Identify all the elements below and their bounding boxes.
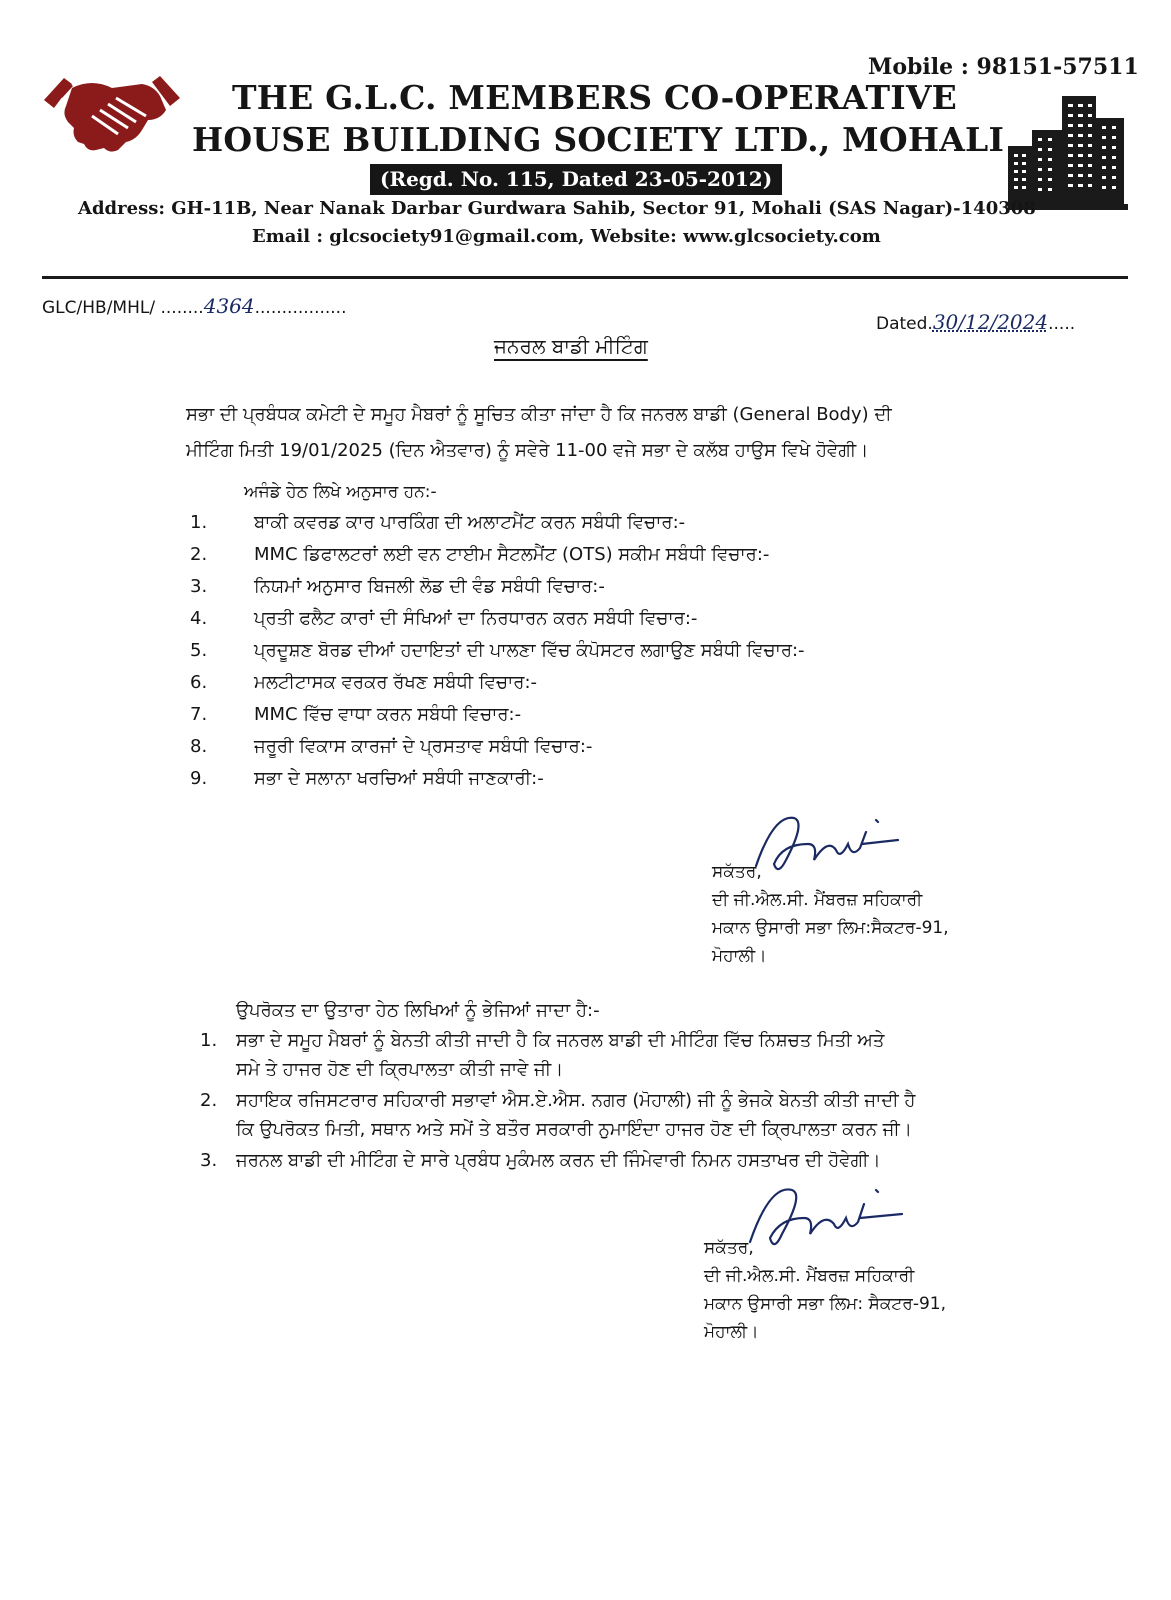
reference-dots: ........ bbox=[155, 298, 204, 318]
date-label: Dated. bbox=[876, 314, 933, 334]
signatory-block-2 bbox=[704, 1234, 946, 1346]
agenda-item-text: ਪ੍ਰਤੀ ਫਲੈਟ ਕਾਰਾਂ ਦੀ ਸੰਖਿਆਂ ਦਾ ਨਿਰਧਾਰਨ ਕਰਨ ਸਬੰਧੀ ਵਿਚਾਰ:- bbox=[254, 608, 698, 629]
copies-heading: ਉਪਰੋਕਤ ਦਾ ਉਤਾਰਾ ਹੇਠ ਲਿਖਿਆਂ ਨੂੰ ਭੇਜਿਆਂ ਜਾਦਾ ਹੈ:- bbox=[236, 1000, 600, 1021]
signatory-block-1 bbox=[712, 858, 949, 970]
agenda-item bbox=[190, 640, 805, 661]
copy-item bbox=[200, 1030, 885, 1080]
reference-prefix: GLC/HB/MHL/ bbox=[42, 298, 156, 318]
intro-line-1: ਸਭਾ ਦੀ ਪ੍ਰਬੰਧਕ ਕਮੇਟੀ ਦੇ ਸਮੂਹ ਮੈਬਰਾਂ ਨੂੰ ਸੂਚਿਤ ਕੀਤਾ ਜਾਂਦਾ ਹੈ ਕਿ ਜਨਰਲ ਬਾਡੀ (General Body) ਦੀ bbox=[186, 404, 892, 425]
reference-dots-trail: ................. bbox=[254, 298, 347, 318]
agenda-item-number: 4. bbox=[190, 608, 208, 629]
date-dots: ..... bbox=[1048, 314, 1076, 334]
agenda-item bbox=[190, 704, 521, 725]
agenda-item bbox=[190, 544, 769, 565]
agenda-item bbox=[190, 672, 537, 693]
letter-date bbox=[876, 310, 1075, 334]
copy-item-line2: ਸਮੇ ਤੇ ਹਾਜਰ ਹੋਣ ਦੀ ਕ੍ਰਿਪਾਲਤਾ ਕੀਤੀ ਜਾਵੇ ਜੀ। bbox=[236, 1059, 564, 1080]
registration-badge: (Regd. No. 115, Dated 23-05-2012) bbox=[370, 164, 782, 195]
signatory-org-line1: ਦੀ ਜੀ.ਐਲ.ਸੀ. ਮੈਂਬਰਜ਼ ਸਹਿਕਾਰੀ bbox=[712, 890, 923, 910]
agenda-item bbox=[190, 576, 605, 597]
agenda-item-text: ਨਿਯਮਾਂ ਅਨੁਸਾਰ ਬਿਜਲੀ ਲੋਡ ਦੀ ਵੰਡ ਸਬੰਧੀ ਵਿਚਾਰ:- bbox=[254, 576, 605, 597]
agenda-item-number: 9. bbox=[190, 768, 208, 789]
handshake-icon bbox=[42, 70, 182, 160]
agenda-item bbox=[190, 512, 685, 533]
signatory-org-line2: ਮਕਾਨ ਉਸਾਰੀ ਸਭਾ ਲਿਮ: ਸੈਕਟਰ-91, bbox=[704, 1294, 947, 1314]
copy-item bbox=[200, 1090, 916, 1140]
reference-number bbox=[42, 294, 347, 318]
copy-item-line1: ਸਹਾਇਕ ਰਜਿਸਟਰਾਰ ਸਹਿਕਾਰੀ ਸਭਾਵਾਂ ਐਸ.ਏ.ਐਸ. ਨਗਰ (ਮੋਹਾਲੀ) ਜੀ ਨੂੰ ਭੇਜਕੇ ਬੇਨਤੀ ਕੀਤੀ ਜਾਦੀ ਹੈ bbox=[236, 1090, 916, 1111]
agenda-item-number: 8. bbox=[190, 736, 208, 757]
agenda-item-text: ਬਾਕੀ ਕਵਰਡ ਕਾਰ ਪਾਰਕਿੰਗ ਦੀ ਅਲਾਟਮੈਂਟ ਕਰਨ ਸਬੰਧੀ ਵਿਚਾਰ:- bbox=[254, 512, 686, 533]
agenda-item-number: 1. bbox=[190, 512, 208, 533]
copy-item-number: 2. bbox=[200, 1090, 218, 1111]
agenda-item-text: ਮਲਟੀਟਾਸਕ ਵਰਕਰ ਰੱਖਣ ਸਬੰਧੀ ਵਿਚਾਰ:- bbox=[254, 672, 537, 693]
agenda-item-text: MMC ਵਿੱਚ ਵਾਧਾ ਕਰਨ ਸਬੰਧੀ ਵਿਚਾਰ:- bbox=[254, 704, 522, 725]
agenda-item-text: MMC ਡਿਫਾਲਟਰਾਂ ਲਈ ਵਨ ਟਾਈਮ ਸੈਟਲਮੈਂਟ (OTS) ਸਕੀਮ ਸਬੰਧੀ ਵਿਚਾਰ:- bbox=[254, 544, 770, 565]
signatory-org-line2: ਮਕਾਨ ਉਸਾਰੀ ਸਭਾ ਲਿਮ:ਸੈਕਟਰ-91, bbox=[712, 918, 949, 938]
mobile-number: Mobile : 98151-57511 bbox=[868, 54, 1139, 80]
signatory-org-line1: ਦੀ ਜੀ.ਐਲ.ਸੀ. ਮੈਂਬਰਜ਼ ਸਹਿਕਾਰੀ bbox=[704, 1266, 915, 1286]
agenda-item-number: 2. bbox=[190, 544, 208, 565]
signatory-city: ਮੋਹਾਲੀ। bbox=[712, 946, 767, 966]
society-title-line1: THE G.L.C. MEMBERS CO-OPERATIVE bbox=[232, 78, 958, 117]
copy-item-line1: ਜਰਨਲ ਬਾਡੀ ਦੀ ਮੀਟਿੰਗ ਦੇ ਸਾਰੇ ਪ੍ਰਬੰਧ ਮੁਕੰਮਲ ਕਰਨ ਦੀ ਜਿੰਮੇਵਾਰੀ ਨਿਮਨ ਹਸਤਾਖਰ ਦੀ ਹੋਵੇਗੀ। bbox=[236, 1150, 881, 1171]
intro-line-2: ਮੀਟਿੰਗ ਮਿਤੀ 19/01/2025 (ਦਿਨ ਐਤਵਾਰ) ਨੂੰ ਸਵੇਰੇ 11-00 ਵਜੇ ਸਭਾ ਦੇ ਕਲੱਬ ਹਾਉਸ ਵਿਖੇ ਹੋਵੇਗੀ। bbox=[186, 440, 869, 461]
copy-item-line2: ਕਿ ਉਪਰੋਕਤ ਮਿਤੀ, ਸਥਾਨ ਅਤੇ ਸਮੇਂ ਤੇ ਬਤੌਰ ਸਰਕਾਰੀ ਨੁਮਾਇੰਦਾ ਹਾਜਰ ਹੋਣ ਦੀ ਕ੍ਰਿਪਾਲਤਾ ਕਰਨ ਜੀ। bbox=[236, 1119, 912, 1140]
society-title-line2: HOUSE BUILDING SOCIETY LTD., MOHALI bbox=[192, 120, 1005, 159]
copy-item-number: 3. bbox=[200, 1150, 218, 1171]
date-handwritten: 30/12/2024 bbox=[932, 310, 1049, 334]
reference-handwritten-number: 4364 bbox=[203, 294, 255, 318]
agenda-item bbox=[190, 768, 544, 789]
header-divider bbox=[42, 276, 1128, 279]
agenda-item-text: ਜਰੂਰੀ ਵਿਕਾਸ ਕਾਰਜਾਂ ਦੇ ਪ੍ਰਸਤਾਵ ਸਬੰਧੀ ਵਿਚਾਰ:- bbox=[254, 736, 593, 757]
signatory-title: ਸਕੱਤਰ, bbox=[712, 862, 762, 882]
agenda-item-number: 6. bbox=[190, 672, 208, 693]
society-contact: Email : glcsociety91@gmail.com, Website: www.glcsociety.com bbox=[252, 226, 881, 247]
agenda-item-number: 7. bbox=[190, 704, 208, 725]
agenda-item-text: ਪ੍ਰਦੂਸ਼ਣ ਬੋਰਡ ਦੀਆਂ ਹਦਾਇਤਾਂ ਦੀ ਪਾਲਣਾ ਵਿੱਚ ਕੰਪੋਸਟਰ ਲਗਾਉਣ ਸਬੰਧੀ ਵਿਚਾਰ:- bbox=[254, 640, 805, 661]
agenda-item bbox=[190, 608, 697, 629]
signatory-city: ਮੋਹਾਲੀ। bbox=[704, 1322, 759, 1342]
agenda-item-text: ਸਭਾ ਦੇ ਸਲਾਨਾ ਖਰਚਿਆਂ ਸਬੰਧੀ ਜਾਣਕਾਰੀ:- bbox=[254, 768, 544, 789]
notice-heading: ਜਨਰਲ ਬਾਡੀ ਮੀਟਿੰਗ bbox=[494, 334, 648, 358]
agenda-item-number: 3. bbox=[190, 576, 208, 597]
agenda-heading: ਅਜੰਡੇ ਹੇਠ ਲਿਖੇ ਅਨੁਸਾਰ ਹਨ:- bbox=[244, 482, 437, 502]
copy-item-line1: ਸਭਾ ਦੇ ਸਮੂਹ ਮੈਬਰਾਂ ਨੂੰ ਬੇਨਤੀ ਕੀਤੀ ਜਾਦੀ ਹੈ ਕਿ ਜਨਰਲ ਬਾਡੀ ਦੀ ਮੀਟਿੰਗ ਵਿੱਚ ਨਿਸ਼ਚਤ ਮਿਤੀ ਅਤੇ bbox=[236, 1030, 885, 1051]
copy-item-number: 1. bbox=[200, 1030, 218, 1051]
signatory-title: ਸਕੱਤਰ, bbox=[704, 1238, 754, 1258]
building-icon bbox=[1008, 96, 1128, 210]
agenda-item bbox=[190, 736, 592, 757]
copy-item bbox=[200, 1150, 881, 1171]
society-address: Address: GH-11B, Near Nanak Darbar Gurdwara Sahib, Sector 91, Mohali (SAS Nagar)-140308 bbox=[78, 198, 1036, 219]
agenda-item-number: 5. bbox=[190, 640, 208, 661]
